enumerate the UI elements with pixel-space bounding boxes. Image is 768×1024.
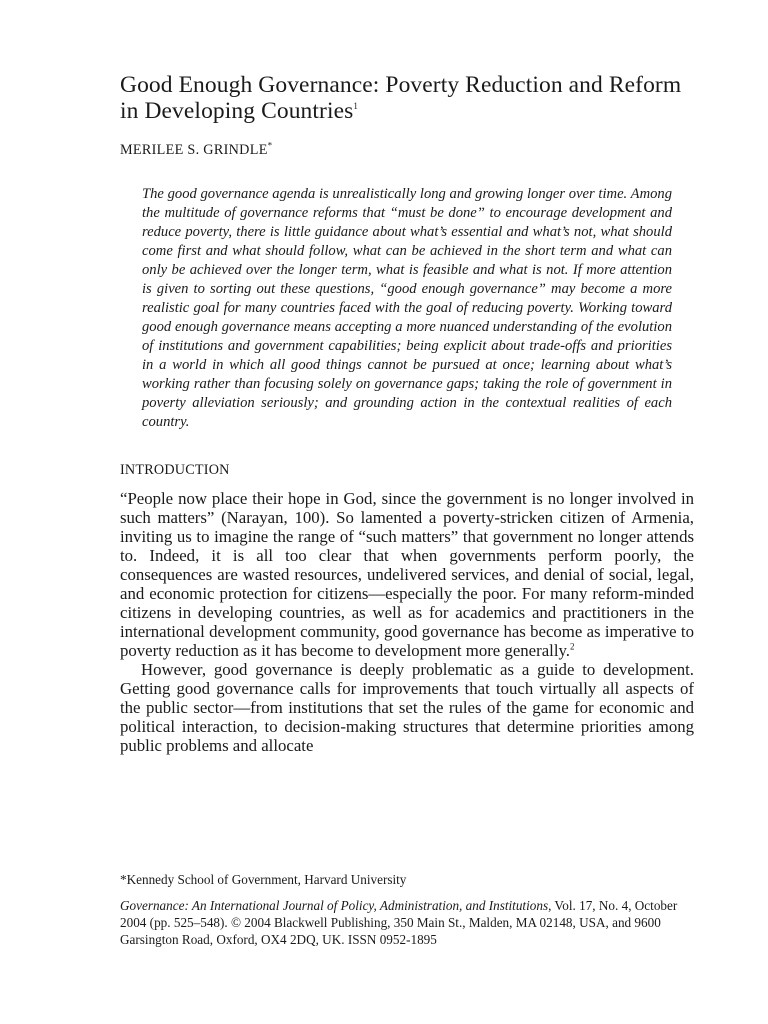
body-paragraph-1 [120, 489, 694, 660]
author-affiliation-footnote: *Kennedy School of Government, Harvard University [120, 872, 407, 887]
footnotes [120, 871, 696, 948]
body-paragraph-1-text: “People now place their hope in God, since the government is no longer involved in such matters” (Narayan, 100). So lamented a poverty-stricken citizen of Armenia, inviting us to imagine the range of “such matters” that government no longer attends to. Indeed, it is all too clear that when governments perform poorly, the consequences are wasted resources, undelivered services, and denial of social, legal, and economic protection for citizens—especially the poor. For many reform-minded citizens in developing countries, as well as for academics and practitioners in the international development community, good governance has become as imperative to poverty reduction as it has become to development more generally. [120, 489, 694, 660]
abstract: The good governance agenda is unrealistically long and growing longer over time. Among the multitude of governance reforms that “must be done” to encourage development and reduce poverty, there is little guidance about what’s essential and what’s not, what should come first and what should follow, what can be achieved in the short term and what can only be achieved over the longer term, what is feasible and what is not. If more attention is given to sorting out these questions, “good enough governance” may become a more realistic goal for many countries faced with the goal of reducing poverty. Working toward good enough governance means accepting a more nuanced understanding of the evolution of institutions and government capabilities; being explicit about trade-offs and priorities in a world in which all good things cannot be pursued at once; learning about what’s working rather than focusing solely on governance gaps; taking the role of government in poverty alleviation seriously; and grounding action in the contextual realities of each country. [142, 186, 672, 430]
author-footnote-marker: * [267, 140, 273, 151]
body-paragraph-2: However, good governance is deeply problematic as a guide to development. Getting good governance calls for improvements that touch virtually all aspects of the public sector—from institutions that set the rules of the game for economic and political interaction, to decision-making structures that determine priorities among public problems and allocate [120, 660, 694, 755]
section-heading-introduction: INTRODUCTION [120, 462, 230, 478]
article-title [120, 72, 694, 124]
title-footnote-marker: 1 [353, 101, 358, 112]
article-page [120, 72, 694, 755]
footnote-marker-2: 2 [570, 641, 575, 652]
author-line [120, 142, 694, 159]
body-text [120, 489, 694, 755]
journal-citation [120, 897, 696, 948]
citation-details: , Vol. 17, No. 4, October 2004 (pp. 525–548). © 2004 Blackwell Publishing, 350 Main St., Malden, MA 02148, USA, and 9600 Garsington Road, Oxford, OX4 2DQ, UK. ISSN 0952-1895 [120, 898, 678, 947]
journal-name: Governance: An International Journal of Policy, Administration, and Institutions [120, 898, 549, 913]
author-name: MERILEE S. GRINDLE [120, 142, 268, 158]
article-title-text: Good Enough Governance: Poverty Reduction and Reform in Developing Countries [120, 72, 682, 124]
